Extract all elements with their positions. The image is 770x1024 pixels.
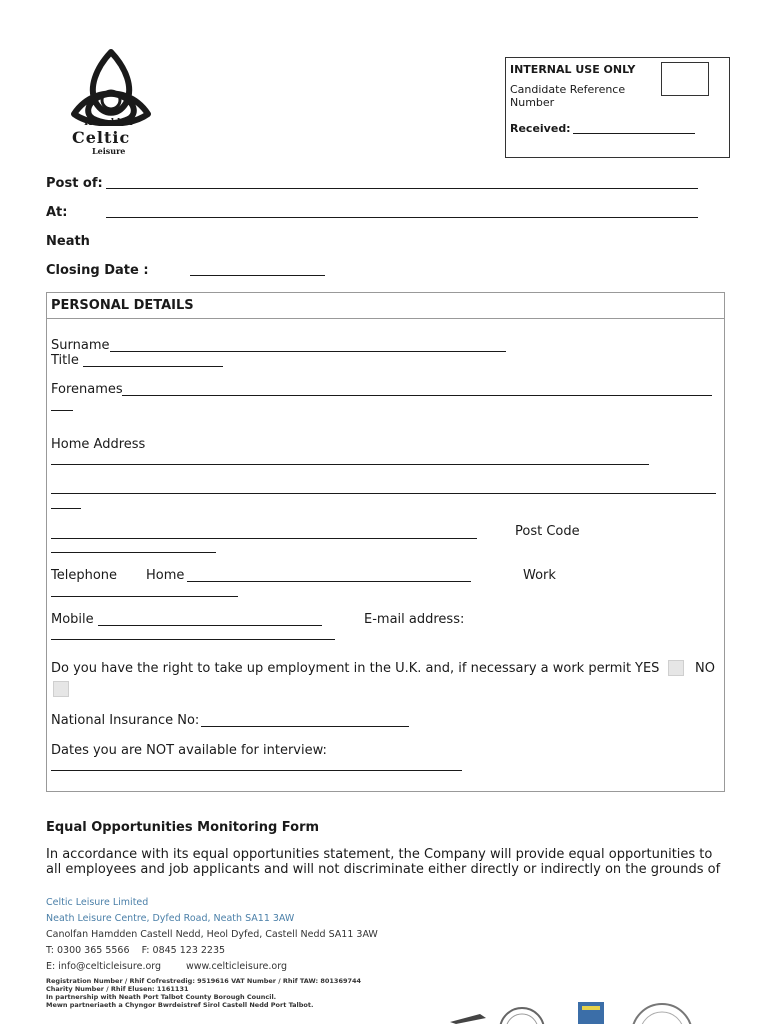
forenames-label: Forenames [51,382,123,397]
address-line-2[interactable] [51,493,716,494]
candidate-reference-box[interactable] [661,62,709,96]
footer-company: Celtic Leisure Limited [46,897,149,908]
no-checkbox[interactable] [53,681,69,697]
seal-logo-icon [500,1008,544,1024]
forenames-field[interactable] [122,395,712,396]
received-field[interactable] [573,133,695,134]
yes-label: YES [635,661,660,676]
home-phone-label: Home [146,568,185,583]
logo-line-2: Celtic [72,128,131,147]
post-code-field[interactable] [51,552,216,553]
closing-date-label: Closing Date : [46,263,149,278]
swoosh-logo-icon [450,1014,486,1024]
logo-line-1: Hamdden [84,118,133,128]
partner-logos [440,1000,770,1024]
address-line-1[interactable] [51,464,649,465]
ni-number-field[interactable] [201,726,409,727]
post-of-label: Post of: [46,176,103,191]
mobile-label: Mobile [51,612,94,627]
footer-charity: Charity Number / Rhif Elusen: 1161131 [46,985,189,993]
badge-logo-icon [578,1002,604,1024]
title-field[interactable] [83,366,223,367]
surname-field[interactable] [110,351,506,352]
logo-line-3: Leisure [92,146,126,156]
no-label: NO [695,661,715,676]
email-label: E-mail address: [364,612,465,627]
celtic-leisure-logo [66,48,156,158]
footer-phone: T: 0300 365 5566 F: 0845 123 2235 [46,945,226,956]
post-code-label: Post Code [515,524,580,539]
candidate-ref-label-2: Number [510,96,555,109]
equal-ops-text-2: all employees and job applicants and will not discriminate either directly or indirectly on the grounds of [46,862,721,877]
section-divider [46,318,724,319]
footer-address-cy: Canolfan Hamdden Castell Nedd, Heol Dyfed, Castell Nedd SA11 3AW [46,929,378,940]
not-available-field[interactable] [51,770,462,771]
telephone-label: Telephone [51,568,118,583]
received-label: Received: [510,122,571,135]
footer-partnership-cy: Mewn partneriaeth a Chyngor Bwrdeistref Sirol Castell Nedd Port Talbot. [46,1001,314,1009]
footer-registration: Registration Number / Rhif Cofrestredig: 9519616 VAT Number / Rhif TAW: 801369744 [46,977,362,985]
equal-ops-heading: Equal Opportunities Monitoring Form [46,820,320,835]
address-line-2-overflow[interactable] [51,508,81,509]
at-label: At: [46,205,68,220]
internal-use-title: INTERNAL USE ONLY [510,63,636,76]
footer-email[interactable]: E: info@celticleisure.org [46,961,162,972]
closing-date-field[interactable] [190,275,325,276]
post-of-field[interactable] [106,188,698,189]
work-phone-field[interactable] [51,596,238,597]
ni-number-label: National Insurance No: [51,713,200,728]
candidate-ref-label: Candidate Reference [510,83,626,96]
right-to-work-question: Do you have the right to take up employment in the U.K. and, if necessary a work permit [51,661,632,676]
title-label: Title [51,353,79,368]
celtic-knot-icon [66,48,156,126]
equal-ops-text-1: In accordance with its equal opportunities statement, the Company will provide equal opportunities to [46,847,713,862]
home-phone-field[interactable] [187,581,471,582]
footer-website[interactable]: www.celticleisure.org [186,961,287,972]
yes-checkbox[interactable] [668,660,684,676]
location-text: Neath [46,234,90,249]
forenames-field-overflow[interactable] [51,410,73,411]
council-seal-icon [632,1004,692,1024]
email-field[interactable] [51,639,335,640]
at-field[interactable] [106,217,698,218]
home-address-label: Home Address [51,437,146,452]
surname-label: Surname [51,338,110,353]
mobile-field[interactable] [98,625,322,626]
address-line-3[interactable] [51,538,477,539]
not-available-label: Dates you are NOT available for interview: [51,743,327,758]
work-phone-label: Work [523,568,556,583]
personal-details-heading: PERSONAL DETAILS [51,298,194,313]
footer-partnership-en: In partnership with Neath Port Talbot County Borough Council. [46,993,277,1001]
footer-address-en: Neath Leisure Centre, Dyfed Road, Neath SA11 3AW [46,913,295,924]
